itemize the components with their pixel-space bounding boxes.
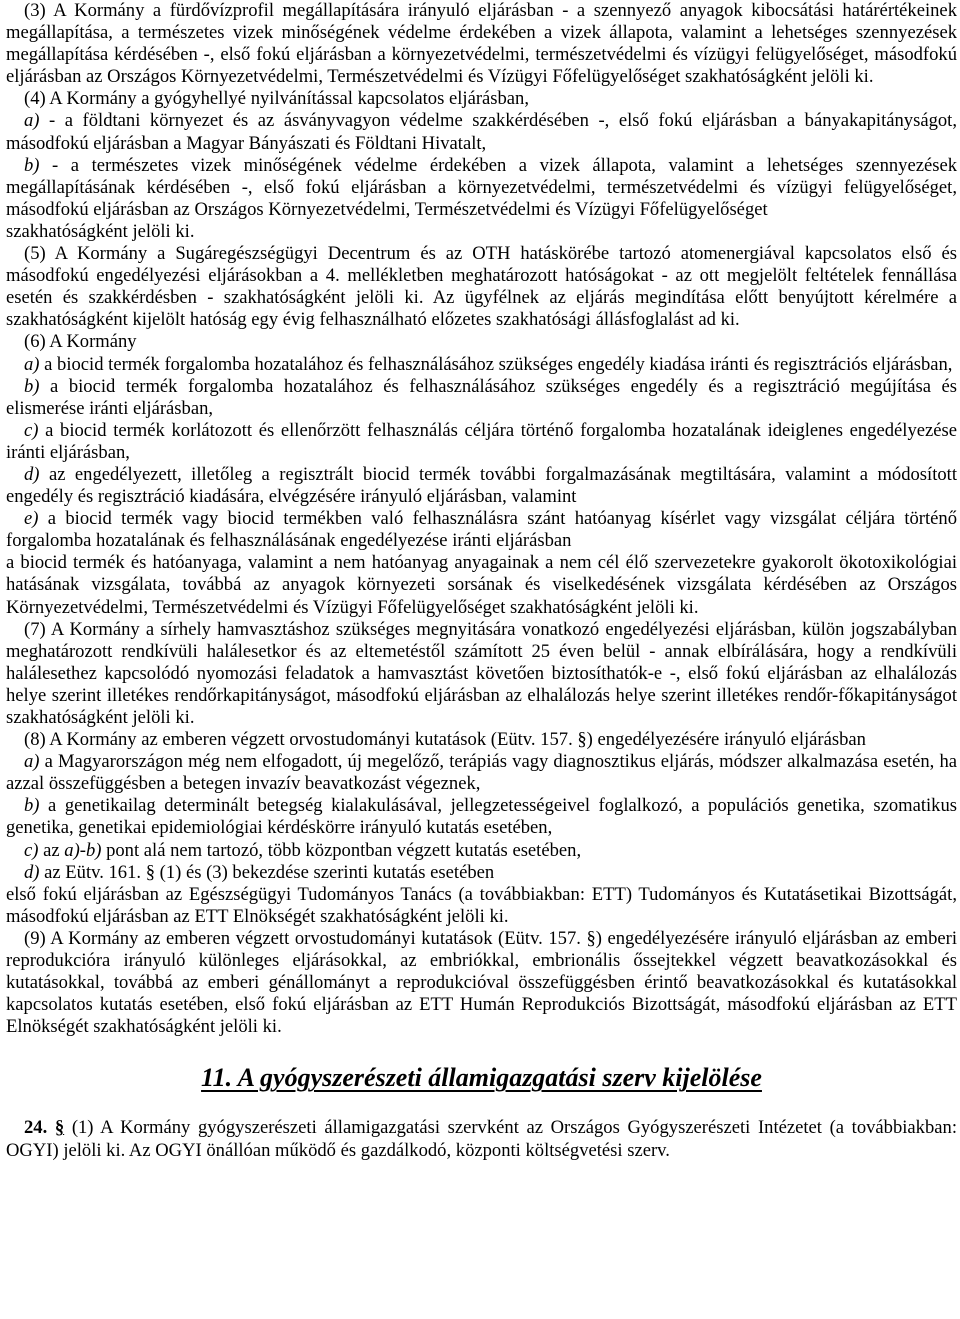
- item-marker: a): [24, 110, 40, 132]
- paragraph-text: (8) A Kormány az emberen végzett orvostudományi kutatások (Eütv. 157. §) engedélyezésére irányuló eljárásban: [24, 729, 866, 751]
- paragraph-p6e: [6, 508, 957, 552]
- section-sign: §: [54, 1117, 65, 1139]
- paragraph-p9: [6, 928, 957, 1038]
- section-24-paragraph: [6, 1117, 957, 1161]
- paragraph-p6c: [6, 420, 957, 464]
- document-body: [6, 0, 957, 1038]
- paragraph-p5: [6, 243, 957, 331]
- item-marker: b): [24, 154, 40, 176]
- item-marker: a)-b): [64, 839, 102, 861]
- paragraph-text: - a földtani környezet és az ásványvagyon védelme szakkérdésében -, első fokú eljárásban a bányakapitányságot, másodfokú eljárásban a Magyar Bányászati és Földtani Hivatalt,: [6, 110, 957, 154]
- paragraph-text: az: [38, 839, 65, 861]
- item-marker: d): [24, 861, 40, 883]
- paragraph-text: (7) A Kormány a sírhely hamvasztáshoz szükséges megnyitására vonatkozó engedélyezési eljárásban, külön jogszabályban meghatározott rendkívüli halálesetkor és az eltemetéstől számított 25 éven belül - annak elbírálására, hogy a rendkívüli halálesethez kapcsolódó nyomozási feladatok a hamvasztást követően biztosíthatók-e -, első fokú eljárásban az elhalálozás helye szerint illetékes rendőrkapitányságot, másodfokú eljárásban az elhalálozás helye szerint illetékes rendőr-főkapitányságot szakhatóságként jelöli ki.: [6, 618, 957, 728]
- paragraph-p8: [6, 729, 957, 751]
- paragraph-text: a biocid termék forgalomba hozatalához és felhasználásához szükséges engedély kiadása iránti és regisztrációs eljárásban,: [39, 353, 953, 375]
- item-marker: c): [24, 839, 39, 861]
- paragraph-p4end: [6, 221, 957, 243]
- paragraph-text: a biocid termék forgalomba hozatalához és felhasználásához szükséges engedély és a regisztráció megújítása és elismerése iránti eljárásban,: [6, 375, 957, 419]
- paragraph-text: pont alá nem tartozó, több központban végzett kutatás esetében,: [101, 839, 582, 861]
- section-heading: 11. A gyógyszerészeti államigazgatási szerv kijelölése: [201, 1063, 762, 1093]
- paragraph-text: - a természetes vizek minőségének védelme érdekében a vizek állapota, valamint a lehetséges szennyezések megállapításának kérdésében -, első fokú eljárásban a környezetvédelmi, természetvédelmi és vízügyi felügyelőséget, másodfokú eljárásban az Országos Környezetvédelmi, Természetvédelmi és Vízügyi Főfelügyelőséget: [6, 154, 957, 220]
- item-marker: e): [24, 508, 39, 530]
- paragraph-text: az Eütv. 161. § (1) és (3) bekezdése szerinti kutatás esetében: [39, 861, 495, 883]
- paragraph-text: első fokú eljárásban az Egészségügyi Tudományos Tanács (a továbbiakban: ETT) Tudományos és Kutatásetikai Bizottságát, másodfokú eljárásban az ETT Elnökségét szakhatóságként jelöli ki.: [6, 883, 957, 927]
- paragraph-p6d: [6, 464, 957, 508]
- paragraph-text: az engedélyezett, illetőleg a regisztrált biocid termék további forgalmazásának megtiltására, valamint a módosított engedély és regisztráció kiadására, elvégzésére irányuló eljárásban, valamint: [6, 463, 957, 508]
- item-marker: b): [24, 375, 40, 397]
- item-marker: a): [24, 353, 40, 375]
- section-24-number: 24.: [24, 1117, 48, 1139]
- paragraph-p6a: [6, 354, 957, 376]
- item-marker: b): [24, 795, 40, 817]
- paragraph-p8a: [6, 751, 957, 795]
- paragraph-p8d: [6, 862, 957, 884]
- paragraph-text: (5) A Kormány a Sugáregészségügyi Decentrum és az OTH hatáskörébe tartozó atomenergiával kapcsolatos első és másodfokú engedélyezési eljárásokban a 4. mellékletben meghatározott hatóságokat - az ott megjelölt feltételek fennállása esetén és szakkérdésben - szakhatóságként jelöli ki. Az ügyfélnek az eljárás megindítása előtt benyújtott kérelmére a szakhatóságként kijelölt hatóság egy évig felhasználható előzetes szakhatósági állásfoglalást ad ki.: [6, 243, 957, 331]
- paragraph-p3: [6, 0, 957, 88]
- paragraph-p6end: [6, 552, 957, 618]
- paragraph-p8b: [6, 795, 957, 839]
- paragraph-text: a biocid termék vagy biocid termékben való felhasználásra szánt hatóanyag kísérlet vagy vizsgálat céljára történő forgalomba hozatalának és felhasználásának engedélyezése iránti eljárásban: [6, 508, 957, 552]
- paragraph-p4: [6, 88, 957, 110]
- paragraph-p4b: [6, 155, 957, 221]
- paragraph-p4a: [6, 110, 957, 154]
- paragraph-text: szakhatóságként jelöli ki.: [6, 220, 195, 242]
- paragraph-p8c: [6, 840, 957, 862]
- section-24-text: (1) A Kormány gyógyszerészeti államigazgatási szervként az Országos Gyógyszerészeti Intézetet (a továbbiakban: OGYI) jelöli ki. Az OGYI önállóan működő és gazdálkodó, központi költségvetési szerv.: [6, 1117, 957, 1161]
- paragraph-text: (9) A Kormány az emberen végzett orvostudományi kutatások (Eütv. 157. §) engedélyezésére irányuló eljárásban az emberi reprodukcióra irányuló különleges eljárásokkal, az embriókkal, embrionális őssejtekkel végzett beavatkozásokkal és kutatásokkal, továbbá az emberi génállományt a reprodukcióval összefüggésben érintő beavatkozásokkal és kutatásokkal kapcsolatos kutatás esetében, első fokú eljárásban az ETT Humán Reprodukciós Bizottságát, másodfokú eljárásban az ETT Elnökségét szakhatóságként jelöli ki.: [6, 927, 957, 1038]
- paragraph-p6b: [6, 376, 957, 420]
- paragraph-text: a biocid termék és hatóanyaga, valamint a nem hatóanyag anyagainak a nem cél élő szervezetekre gyakorolt ökotoxikológiai hatásának vizsgálata, továbbá az anyagok környezeti sorsának és viselkedésének vizsgálata kérdésében az Országos Környezetvédelmi, Természetvédelmi és Vízügyi Főfelügyelőséget szakhatóságként jelöli ki.: [6, 552, 957, 618]
- paragraph-p8end: [6, 884, 957, 928]
- item-marker: c): [24, 419, 39, 441]
- item-marker: d): [24, 463, 40, 485]
- paragraph-text: (3) A Kormány a fürdővízprofil megállapítására irányuló eljárásban - a szennyező anyagok kibocsátási határértékeinek megállapítása, a természetes vizek minőségének védelme érdekében a vizek állapota, valamint a lehetséges szennyezések megállapítása kérdésében -, első fokú eljárásban a környezetvédelmi, természetvédelmi és vízügyi felügyelőséget, másodfokú eljárásban az Országos Környezetvédelmi, Természetvédelmi és Vízügyi Főfelügyelőséget szakhatóságként jelöli ki.: [6, 0, 957, 88]
- paragraph-p6: [6, 331, 957, 353]
- item-marker: a): [24, 751, 40, 773]
- paragraph-text: a genetikailag determinált betegség kialakulásával, jellegzetességeivel foglalkozó, a populációs genetika, szomatikus genetika, genetikai epidemiológiai kérdéskörre irányuló kutatás esetében,: [6, 795, 957, 839]
- paragraph-text: a biocid termék korlátozott és ellenőrzött felhasználás céljára történő forgalomba hozatalának ideiglenes engedélyezése iránti eljárásban,: [6, 419, 957, 463]
- document-page: [6, 0, 957, 1162]
- paragraph-text: (6) A Kormány: [24, 331, 137, 353]
- paragraph-text: (4) A Kormány a gyógyhellyé nyilvánítással kapcsolatos eljárásban,: [24, 88, 529, 110]
- paragraph-p7: [6, 619, 957, 729]
- paragraph-text: a Magyarországon még nem elfogadott, új megelőző, terápiás vagy diagnosztikus eljárás, módszer alkalmazása esetén, ha azzal összefüggésben a betegen invazív beavatkozást végeznek,: [6, 751, 957, 795]
